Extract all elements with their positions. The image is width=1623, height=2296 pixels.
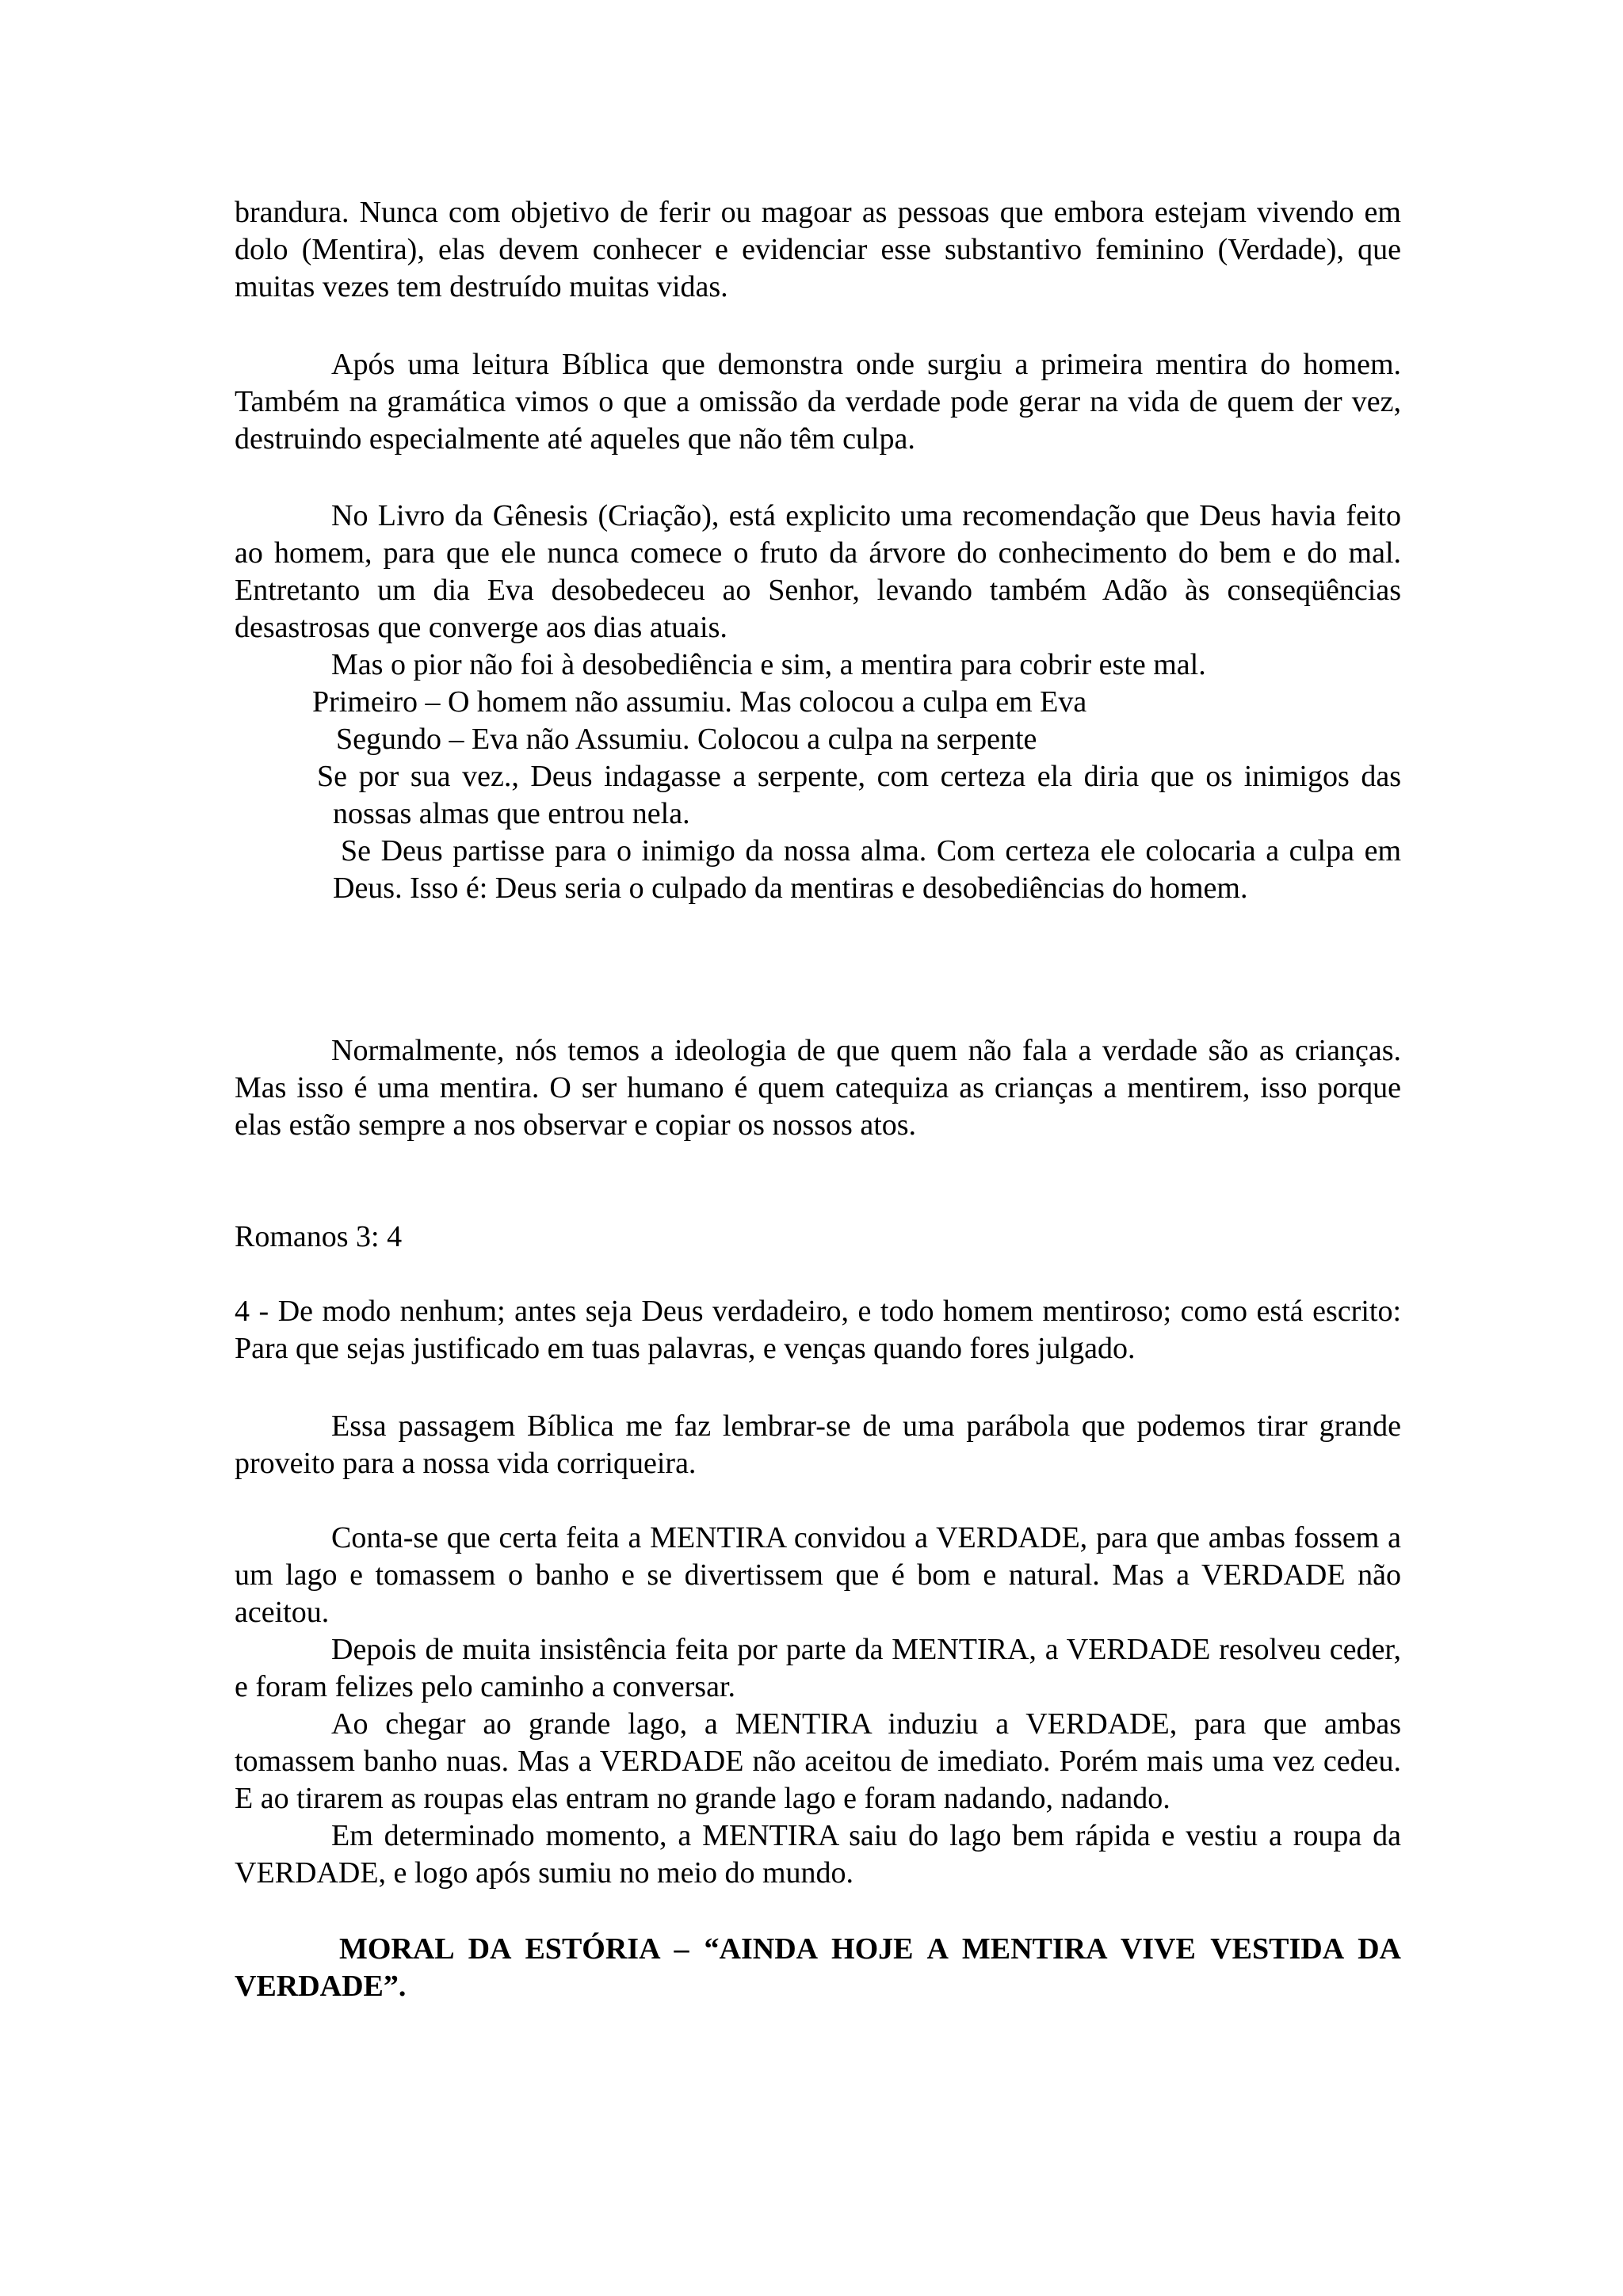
- list-item-text: Segundo – Eva não Assumiu. Colocou a culpa na serpente: [336, 723, 1037, 756]
- paragraph-text: Depois de muita insistência feita por parte da MENTIRA, a VERDADE resolveu ceder, e foram felizes pelo caminho a conversar.: [235, 1633, 1401, 1703]
- list-item-primeiro: [235, 684, 1401, 721]
- list-item-serpente: [235, 758, 1401, 833]
- paragraph-text: Normalmente, nós temos a ideologia de que quem não fala a verdade são as crianças. Mas isso é uma mentira. O ser humano é quem catequiza as crianças a mentirem, isso porque elas estão sempre a nos observar e copiar os nossos atos.: [235, 1034, 1401, 1142]
- list-item-text: Primeiro – O homem não assumiu. Mas colocou a culpa em Eva: [312, 685, 1087, 719]
- moral-text: MORAL DA ESTÓRIA – “AINDA HOJE A MENTIRA VIVE VESTIDA DA VERDADE”.: [235, 1932, 1401, 2003]
- paragraph-text: Após uma leitura Bíblica que demonstra onde surgiu a primeira mentira do homem. Também na gramática vimos o que a omissão da verdade pode gerar na vida de quem der vez, destruindo especialmente até aqueles que não têm culpa.: [235, 348, 1401, 456]
- paragraph-text: Conta-se que certa feita a MENTIRA convidou a VERDADE, para que ambas fossem a um lago e tomassem o banho e se divertissem que é bom e natural. Mas a VERDADE não aceitou.: [235, 1521, 1401, 1629]
- list-item-segundo: [235, 721, 1401, 758]
- paragraph-text: Mas o pior não foi à desobediência e sim, a mentira para cobrir este mal.: [331, 648, 1206, 681]
- verse-text: 4 - De modo nenhum; antes seja Deus verdadeiro, e todo homem mentiroso; como está escrito: Para que sejas justificado em tuas palavras, e venças quando fores julgado.: [235, 1295, 1401, 1365]
- paragraph-passagem: [235, 1408, 1401, 1482]
- paragraph-insistencia: [235, 1631, 1401, 1706]
- paragraph-text: brandura. Nunca com objetivo de ferir ou magoar as pessoas que embora estejam vivendo em dolo (Mentira), elas devem conhecer e evidenciar esse substantivo feminino (Verdade), que muitas vezes tem destruído muitas vidas.: [235, 196, 1401, 303]
- paragraph-text: Em determinado momento, a MENTIRA saiu do lago bem rápida e vestiu a roupa da VERDADE, e logo após sumiu no meio do mundo.: [235, 1819, 1401, 1890]
- paragraph-text: No Livro da Gênesis (Criação), está explicito uma recomendação que Deus havia feito ao homem, para que ele nunca comece o fruto da árvore do conhecimento do bem e do mal. Entretanto um dia Eva desobedeceu ao Senhor, levando também Adão às conseqüências desastrosas que converge aos dias atuais.: [235, 499, 1401, 644]
- list-item-text: Se por sua vez., Deus indagasse a serpente, com certeza ela diria que os inimigos das nossas almas que entrou nela.: [317, 760, 1401, 830]
- paragraph-pior: [235, 646, 1401, 684]
- list-item-inimigo: [235, 833, 1401, 907]
- scripture-verse: [235, 1293, 1401, 1367]
- paragraph-determinado-momento: [235, 1817, 1401, 1892]
- paragraph-leitura-biblica: [235, 346, 1401, 458]
- scripture-reference: [235, 1219, 1401, 1256]
- paragraph-text: Ao chegar ao grande lago, a MENTIRA induziu a VERDADE, para que ambas tomassem banho nuas. Mas a VERDADE não aceitou de imediato. Porém mais uma vez cedeu. E ao tirarem as roupas elas entram no grande lago e foram nadando, nadando.: [235, 1707, 1401, 1815]
- paragraph-conta-se: [235, 1520, 1401, 1631]
- list-item-text: Se Deus partisse para o inimigo da nossa alma. Com certeza ele colocaria a culpa em Deus. Isso é: Deus seria o culpado da mentiras e desobediências do homem.: [333, 834, 1401, 905]
- paragraph-genesis: [235, 498, 1401, 646]
- paragraph-brandura: [235, 194, 1401, 306]
- paragraph-criancas: [235, 1032, 1401, 1144]
- moral-heading: [235, 1931, 1401, 2005]
- reference-text: Romanos 3: 4: [235, 1220, 403, 1253]
- paragraph-text: Essa passagem Bíblica me faz lembrar-se de uma parábola que podemos tirar grande proveito para a nossa vida corriqueira.: [235, 1409, 1401, 1480]
- paragraph-grande-lago: [235, 1706, 1401, 1817]
